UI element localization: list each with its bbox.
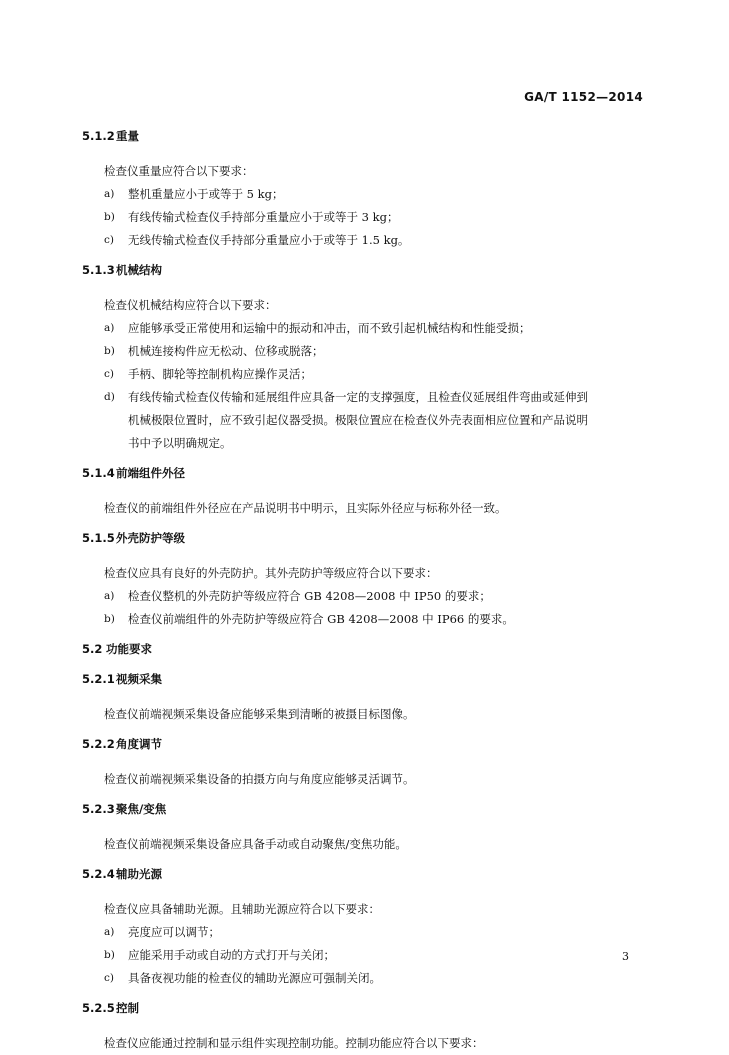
section-title: 控制 — [116, 1001, 139, 1015]
list-item — [82, 363, 652, 386]
item-text-line: 机械极限位置时，应不致引起仪器受损。极限位置应在检查仪外壳表面相应位置和产品说明 — [128, 413, 588, 427]
section-title: 视频采集 — [116, 672, 162, 686]
item-label: b) — [104, 211, 115, 223]
section-number: 5.1.3 — [82, 263, 115, 277]
heading-5-1-2 — [82, 128, 652, 144]
section-number: 5.2 — [82, 642, 103, 656]
heading-5-2-3 — [82, 801, 652, 817]
list-item — [82, 206, 652, 229]
heading-5-1-4 — [82, 465, 652, 481]
section-title: 聚焦/变焦 — [116, 802, 167, 816]
section-number: 5.2.2 — [82, 737, 115, 751]
heading-5-2-2 — [82, 736, 652, 752]
section-title: 重量 — [116, 129, 139, 143]
item-text: 整机重量应小于或等于 5 kg； — [128, 187, 284, 201]
section-title: 机械结构 — [116, 263, 162, 277]
section-title: 前端组件外径 — [116, 466, 185, 480]
section-number: 5.2.3 — [82, 802, 115, 816]
list-item — [82, 921, 652, 944]
item-label: b) — [104, 613, 115, 625]
item-label: b) — [104, 949, 115, 961]
item-text: 亮度应可以调节； — [128, 925, 220, 939]
list-item — [82, 608, 652, 631]
item-label: a) — [104, 590, 115, 602]
item-text-line: 有线传输式检查仪传输和延展组件应具备一定的支撑强度，且检查仪延展组件弯曲或延伸到 — [128, 390, 588, 404]
item-label: c) — [104, 972, 114, 984]
item-text: 应能采用手动或自动的方式打开与关闭； — [128, 948, 335, 962]
list-item — [82, 340, 652, 363]
page-number: 3 — [622, 950, 629, 963]
paragraph: 检查仪应具有良好的外壳防护。其外壳防护等级应符合以下要求： — [104, 566, 438, 580]
document-code: GA/T 1152—2014 — [524, 90, 643, 104]
section-title: 辅助光源 — [116, 867, 162, 881]
heading-5-2-4 — [82, 866, 652, 882]
list-item — [82, 944, 652, 967]
list-item — [82, 386, 652, 455]
page-content — [82, 128, 652, 1055]
item-label: a) — [104, 188, 115, 200]
heading-5-1-5 — [82, 530, 652, 546]
paragraph: 检查仪前端视频采集设备的拍摄方向与角度应能够灵活调节。 — [104, 772, 415, 786]
section-title: 外壳防护等级 — [116, 531, 185, 545]
item-label: c) — [104, 368, 114, 380]
section-number: 5.1.5 — [82, 531, 115, 545]
item-text: 检查仪前端组件的外壳防护等级应符合 GB 4208—2008 中 IP66 的要求。 — [128, 612, 514, 626]
paragraph: 检查仪机械结构应符合以下要求： — [104, 298, 277, 312]
item-label: a) — [104, 322, 115, 334]
section-number: 5.1.2 — [82, 129, 115, 143]
item-text: 机械连接构件应无松动、位移或脱落； — [128, 344, 324, 358]
paragraph: 检查仪重量应符合以下要求： — [104, 164, 254, 178]
item-label: b) — [104, 345, 115, 357]
list-item — [82, 229, 652, 252]
heading-5-2-1 — [82, 671, 652, 687]
section-title: 功能要求 — [106, 642, 152, 656]
item-text: 检查仪整机的外壳防护等级应符合 GB 4208—2008 中 IP50 的要求； — [128, 589, 491, 603]
paragraph: 检查仪前端视频采集设备应具备手动或自动聚焦/变焦功能。 — [104, 837, 407, 851]
paragraph: 检查仪应具备辅助光源。且辅助光源应符合以下要求： — [104, 902, 380, 916]
item-text: 有线传输式检查仪手持部分重量应小于或等于 3 kg； — [128, 210, 399, 224]
paragraph: 检查仪应能通过控制和显示组件实现控制功能。控制功能应符合以下要求： — [104, 1036, 484, 1050]
item-text: 应能够承受正常使用和运输中的振动和冲击，而不致引起机械结构和性能受损； — [128, 321, 531, 335]
section-number: 5.1.4 — [82, 466, 115, 480]
section-title: 角度调节 — [116, 737, 162, 751]
section-number: 5.2.4 — [82, 867, 115, 881]
list-item — [82, 183, 652, 206]
paragraph: 检查仪前端视频采集设备应能够采集到清晰的被摄目标图像。 — [104, 707, 415, 721]
paragraph: 检查仪的前端组件外径应在产品说明书中明示，且实际外径应与标称外径一致。 — [104, 501, 507, 515]
item-text: 具备夜视功能的检查仪的辅助光源应可强制关闭。 — [128, 971, 381, 985]
item-label: c) — [104, 234, 114, 246]
list-item — [82, 585, 652, 608]
item-label: a) — [104, 926, 115, 938]
item-text-line: 书中予以明确规定。 — [128, 436, 232, 450]
section-number: 5.2.5 — [82, 1001, 115, 1015]
list-item — [82, 317, 652, 340]
item-text: 无线传输式检查仪手持部分重量应小于或等于 1.5 kg。 — [128, 233, 410, 247]
item-text: 手柄、脚轮等控制机构应操作灵活； — [128, 367, 312, 381]
heading-5-2 — [82, 641, 652, 657]
heading-5-2-5 — [82, 1000, 652, 1016]
item-label: d) — [104, 391, 115, 403]
heading-5-1-3 — [82, 262, 652, 278]
section-number: 5.2.1 — [82, 672, 115, 686]
list-item — [82, 967, 652, 990]
